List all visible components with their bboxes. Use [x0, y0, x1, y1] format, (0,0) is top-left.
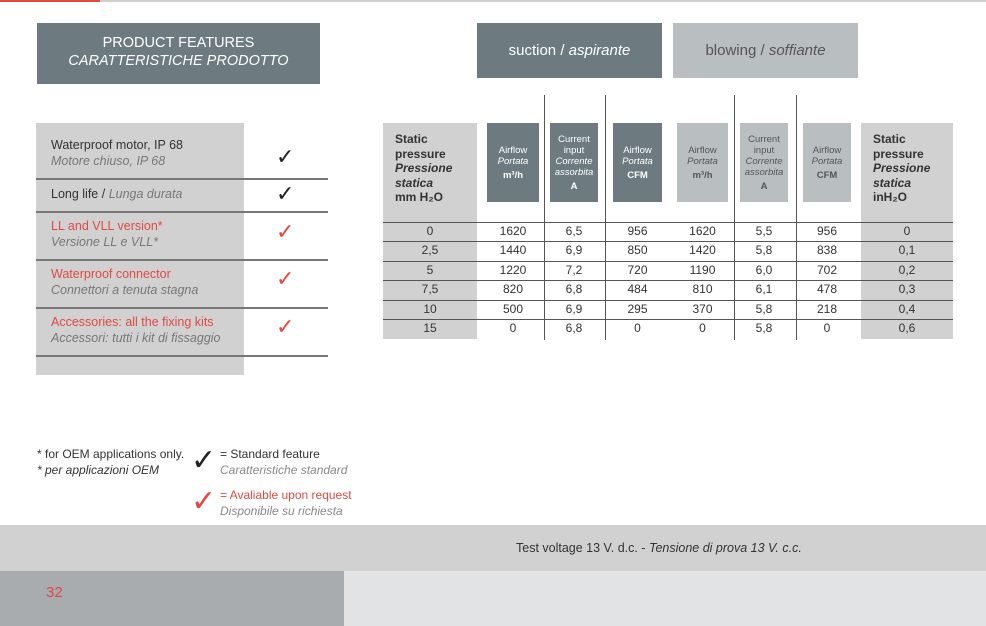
header-line: mm H₂O [395, 190, 444, 204]
table-cell: 0 [699, 321, 706, 335]
divider [36, 178, 328, 180]
feature-5-it: Accessori: tutti i kit di fissaggio [51, 331, 221, 345]
table-cell: 5 [426, 263, 434, 277]
feature-1 [51, 137, 183, 169]
col-header-unit: CFM [627, 169, 648, 181]
legend-standard-it: Caratteristiche standard [220, 463, 348, 477]
col-header-line: Corrente assorbita [554, 155, 594, 178]
table-cell: 6,9 [565, 302, 583, 316]
table-cell: 702 [816, 263, 838, 277]
footer-band [0, 525, 986, 571]
table-cell: 0,6 [898, 321, 916, 335]
top-accent [0, 0, 100, 2]
check-icon: ✓ [276, 314, 295, 339]
col-header-blowing-airflow-cfm [803, 123, 851, 202]
feature-2 [51, 186, 182, 202]
header-line: statica [395, 175, 434, 190]
col-header-line: Portata [687, 155, 718, 167]
table-cell: 370 [692, 302, 713, 316]
divider [36, 211, 328, 213]
feature-1-it: Motore chiuso, IP 68 [51, 154, 166, 168]
table-cell: 218 [816, 302, 838, 316]
tab-suction-it: aspirante [568, 42, 631, 59]
col-header-line: Portata [622, 155, 653, 167]
table-cell: 7,2 [565, 263, 583, 277]
legend-standard-en: = Standard feature [220, 447, 320, 461]
table-cell: 5,5 [755, 224, 773, 238]
oem-note [37, 446, 184, 478]
header-line: pressure [873, 146, 924, 161]
col-header-line: Portata [811, 155, 843, 167]
col-header-line: Airflow [812, 144, 842, 156]
col-header-suction-airflow-m3h [487, 123, 539, 202]
table-cell: 1620 [499, 224, 527, 238]
check-icon: ✓ [276, 144, 295, 169]
feature-5 [51, 314, 221, 346]
col-header-unit: m³/h [502, 169, 524, 181]
table-cell: 0 [903, 224, 911, 238]
col-header-unit: CFM [816, 169, 838, 181]
test-voltage-note [516, 541, 802, 555]
test-voltage-it: Tensione di prova 13 V. c.c. [648, 541, 802, 555]
tab-blowing-en: blowing [705, 42, 757, 59]
table-cell: 0 [634, 321, 641, 335]
tab-blowing [673, 23, 858, 78]
static-pressure-inh2o-header [861, 123, 953, 222]
col-header-suction-current [550, 123, 598, 202]
column-divider [605, 95, 606, 340]
check-icon: ✓ [276, 266, 295, 291]
table-cell: 6,5 [565, 224, 583, 238]
table-cell: 1620 [689, 224, 716, 238]
header-line: Static [873, 132, 906, 146]
feature-2-en: Long life [51, 187, 99, 201]
table-cell: 1440 [499, 243, 527, 257]
feature-4-it: Connettori a tenuta stagna [51, 283, 199, 297]
feature-2-it: Lunga durata [108, 187, 183, 201]
table-cell: 838 [816, 243, 838, 257]
table-cell: 0,2 [898, 263, 916, 277]
table-cell: 0,4 [898, 302, 916, 316]
oem-note-it: * per applicazioni OEM [37, 463, 160, 477]
col-header-line: Current input [558, 133, 590, 156]
table-cell: 5,8 [755, 321, 773, 335]
feature-5-en: Accessories: all the fixing kits [51, 315, 214, 329]
table-cell: 820 [502, 282, 524, 296]
header-title-it: CARATTERISTICHE PRODOTTO [68, 53, 289, 69]
test-voltage-en: Test voltage 13 V. d.c. - [516, 541, 649, 555]
divider [36, 259, 328, 261]
table-cell: 1220 [499, 263, 527, 277]
table-cell: 0 [823, 321, 831, 335]
column-divider [544, 95, 545, 340]
table-cell: 5,8 [755, 302, 773, 316]
table-cell: 6,8 [565, 321, 583, 335]
header-line: inH₂O [873, 190, 907, 204]
col-header-line: Airflow [498, 144, 528, 156]
header-line: statica [873, 175, 912, 190]
oem-note-en: * for OEM applications only. [37, 447, 185, 461]
feature-3-it: Versione LL e VLL* [51, 235, 159, 249]
table-cell: 720 [627, 263, 648, 277]
table-cell: 956 [816, 224, 838, 238]
col-header-blowing-airflow-m3h [677, 123, 728, 202]
col-header-suction-airflow-cfm [613, 123, 662, 202]
legend-request-it: Disponibile su richiesta [220, 504, 343, 518]
col-header-blowing-current [740, 123, 788, 202]
column-divider [796, 95, 797, 340]
tab-separator: / [560, 42, 565, 59]
table-cell: 10 [423, 302, 437, 316]
col-header-line: Portata [497, 155, 529, 167]
table-cell: 500 [502, 302, 524, 316]
col-header-line: Current input [748, 133, 780, 156]
header-line: Pressione [873, 161, 931, 175]
table-cell: 2,5 [421, 243, 439, 257]
legend-request-en: = Avaliable upon request [220, 488, 352, 502]
table-cell: 295 [627, 302, 648, 316]
header-line: Static [395, 132, 428, 146]
table-cell: 5,8 [755, 243, 773, 257]
top-border [0, 0, 986, 2]
col-header-unit: A [760, 180, 768, 192]
tab-separator: / [760, 42, 765, 59]
legend-standard [220, 446, 347, 478]
divider [36, 307, 328, 309]
col-header-line: Airflow [688, 144, 717, 156]
divider [36, 355, 328, 357]
check-icon: ✓ [191, 485, 217, 518]
table-cell: 6,0 [755, 263, 773, 277]
feature-1-en: Waterproof motor, IP 68 [51, 138, 184, 152]
table-cell: 15 [423, 321, 437, 335]
table-cell: 956 [627, 224, 648, 238]
header-title-en: PRODUCT FEATURES [102, 35, 255, 51]
tab-suction-en: suction [508, 42, 557, 59]
tab-suction [477, 23, 662, 78]
table-cell: 6,9 [565, 243, 583, 257]
table-cell: 850 [627, 243, 648, 257]
check-icon: ✓ [276, 219, 295, 244]
feature-3-en: LL and VLL version* [51, 219, 163, 233]
col-header-line: Corrente assorbita [744, 155, 784, 178]
header-line: Pressione [395, 161, 453, 175]
table-cell: 0,3 [898, 282, 916, 296]
legend-request [220, 487, 352, 519]
column-divider [734, 95, 735, 340]
table-cell: 478 [816, 282, 838, 296]
table-cell: 1190 [689, 263, 716, 277]
table-cell: 7,5 [421, 282, 439, 296]
table-cell: 6,1 [755, 282, 773, 296]
check-icon: ✓ [191, 444, 217, 477]
table-cell: 6,8 [565, 282, 583, 296]
table-cell: 810 [692, 282, 713, 296]
header-line: pressure [395, 146, 446, 161]
table-cell: 1420 [689, 243, 716, 257]
static-pressure-mm-header [383, 123, 477, 222]
feature-2-separator: / [98, 187, 109, 201]
col-header-unit: A [570, 180, 578, 192]
product-features-header [37, 23, 320, 84]
col-header-unit: m³/h [692, 169, 713, 181]
feature-3 [51, 218, 163, 250]
feature-4 [51, 266, 198, 298]
table-cell: 484 [627, 282, 648, 296]
table-cell: 0,1 [898, 243, 916, 257]
col-header-line: Airflow [623, 144, 652, 156]
page-number: 32 [46, 584, 63, 601]
table-cell: 0 [509, 321, 517, 335]
tab-blowing-it: soffiante [768, 42, 826, 59]
check-icon: ✓ [276, 181, 295, 206]
footer-bottom-band [344, 571, 986, 626]
table-cell: 0 [426, 224, 434, 238]
feature-4-en: Waterproof connector [51, 267, 171, 281]
